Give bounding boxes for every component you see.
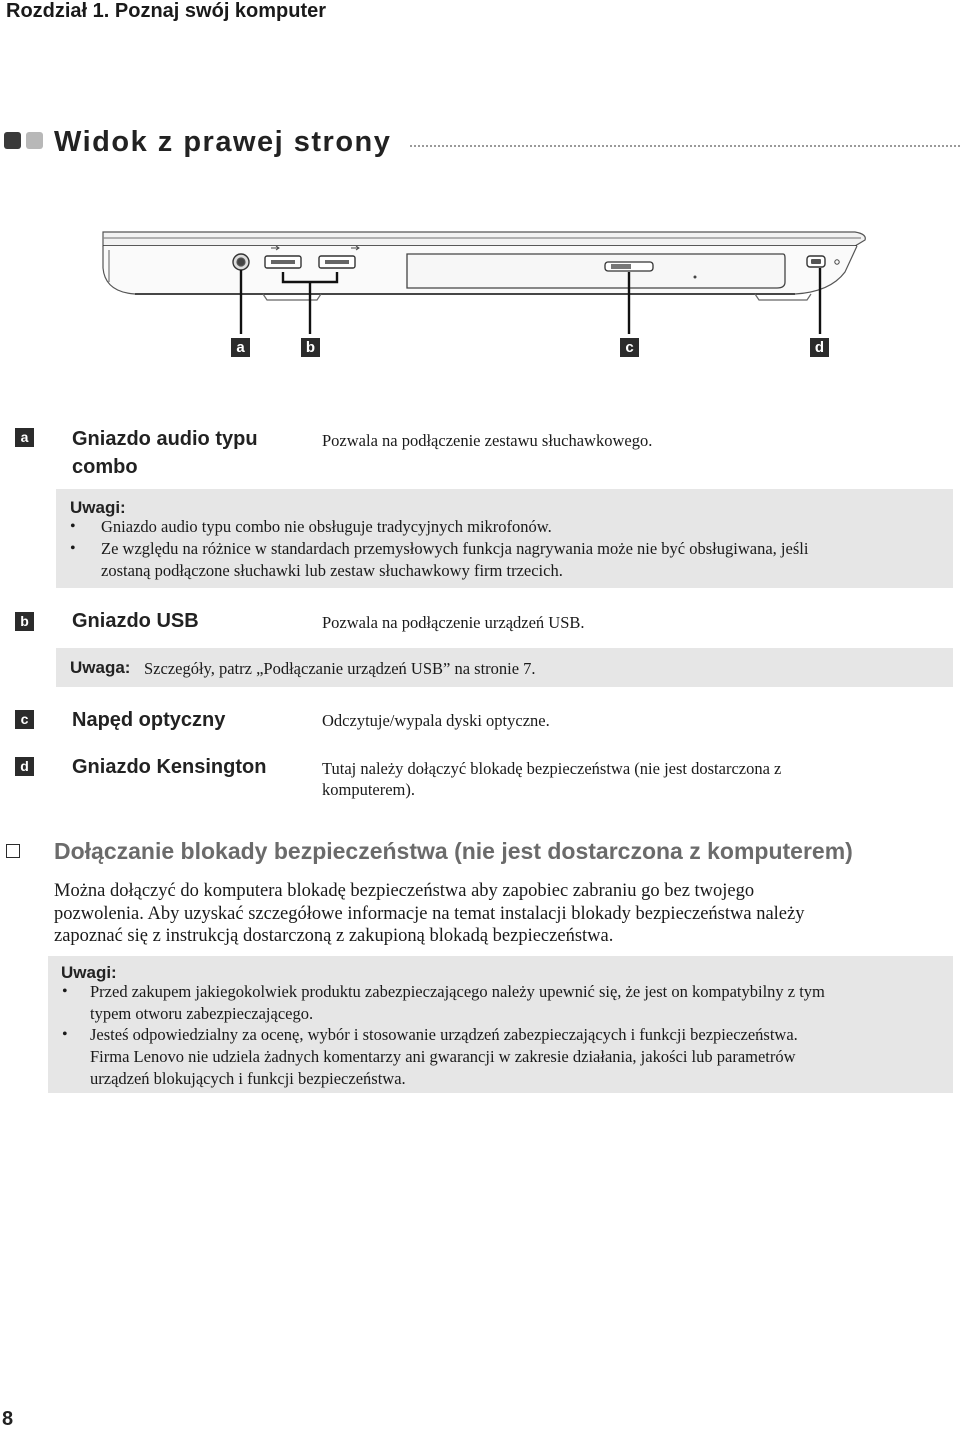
- note-text: urządzeń blokujących i funkcji bezpieczeństwa.: [90, 1069, 406, 1088]
- item-number-2: b: [15, 612, 34, 631]
- item-number-4: d: [15, 757, 34, 776]
- body-paragraph: [54, 880, 934, 948]
- note-text: Jesteś odpowiedzialny za ocenę, wybór i stosowanie urządzeń zabezpieczających i funkcji bezpieczeństwa.: [90, 1025, 798, 1044]
- item-desc-optical-drive: Odczytuje/wypala dyski optyczne.: [322, 711, 550, 730]
- item-desc-audio-jack: Pozwala na podłączenie zestawu słuchawkowego.: [322, 431, 653, 450]
- chapter-header: Rozdział 1. Poznaj swój komputer: [6, 0, 327, 22]
- bullet-icon: •: [70, 540, 76, 557]
- subsection-title: Dołączanie blokady bezpieczeństwa (nie jest dostarczona z komputerem): [54, 838, 853, 864]
- callout-2: b: [301, 338, 320, 357]
- item-title-line: combo: [72, 456, 138, 478]
- section-marker-dark: [4, 132, 21, 149]
- paragraph-line: Można dołączyć do komputera blokadę bezpieczeństwa aby zapobiec zabraniu go bez twojego: [54, 881, 755, 901]
- item-desc-usb: Pozwala na podłączenie urządzeń USB.: [322, 613, 585, 632]
- item-desc-kensington: [322, 758, 781, 800]
- item-title-audio-jack: [72, 425, 258, 481]
- item-number-1: a: [15, 428, 34, 447]
- section-title-row: [4, 122, 960, 166]
- note-text: Firma Lenovo nie udziela żadnych komentarzy ani gwarancji w zakresie działania, jakości lub parametrów: [90, 1047, 796, 1066]
- item-title-optical-drive: Napęd optyczny: [72, 709, 226, 731]
- notes-box-security: [48, 956, 953, 1093]
- note-text: Przed zakupem jakiegokolwiek produktu zabezpieczającego należy upewnić się, że jest on kompatybilny z tym: [90, 982, 825, 1001]
- callout-1: a: [231, 338, 250, 357]
- section-title: Widok z prawej strony: [54, 126, 392, 158]
- note-text: Gniazdo audio typu combo nie obsługuje tradycyjnych mikrofonów.: [101, 517, 552, 536]
- callout-4: d: [810, 338, 829, 357]
- note-text: typem otworu zabezpieczającego.: [90, 1004, 314, 1023]
- notes-box-audio: [56, 489, 953, 588]
- note-text: Ze względu na różnice w standardach przemysłowych funkcja nagrywania może nie być obsługiwana, jeśli: [101, 539, 809, 558]
- bullet-icon: •: [62, 983, 68, 1000]
- subsection-marker: [6, 844, 20, 858]
- paragraph-line: zapoznać się z instrukcją dostarczoną z zakupioną blokadą bezpieczeństwa.: [54, 926, 614, 946]
- desc-line: Tutaj należy dołączyć blokadę bezpieczeństwa (nie jest dostarczona z: [322, 759, 782, 778]
- bullet-icon: •: [70, 518, 76, 535]
- item-title-line: Gniazdo audio typu: [72, 428, 258, 450]
- note-text: Szczegóły, patrz „Podłączanie urządzeń USB” na stronie 7.: [144, 659, 536, 678]
- bullet-icon: •: [62, 1026, 68, 1043]
- note-box-usb: [56, 648, 953, 687]
- desc-line: komputerem).: [322, 780, 416, 799]
- item-title-kensington: Gniazdo Kensington: [72, 756, 267, 778]
- item-title-usb: Gniazdo USB: [72, 610, 199, 632]
- section-marker-light: [26, 132, 43, 149]
- paragraph-line: pozwolenia. Aby uzyskać szczegółowe informacje na temat instalacji blokady bezpieczeństwa należy: [54, 903, 805, 924]
- note-bullet-continuation: zostaną podłączone słuchawki lub zestaw słuchawkowy firm trzecich.: [101, 561, 563, 580]
- note-heading: Uwaga:: [70, 658, 131, 677]
- callout-3: c: [620, 338, 639, 357]
- title-rule: [410, 145, 960, 147]
- item-number-3: c: [15, 710, 34, 729]
- notes-heading: Uwagi:: [70, 498, 126, 517]
- page-number: 8: [2, 1408, 14, 1430]
- notes-heading: Uwagi:: [61, 963, 117, 982]
- laptop-side-illustration: [95, 222, 875, 362]
